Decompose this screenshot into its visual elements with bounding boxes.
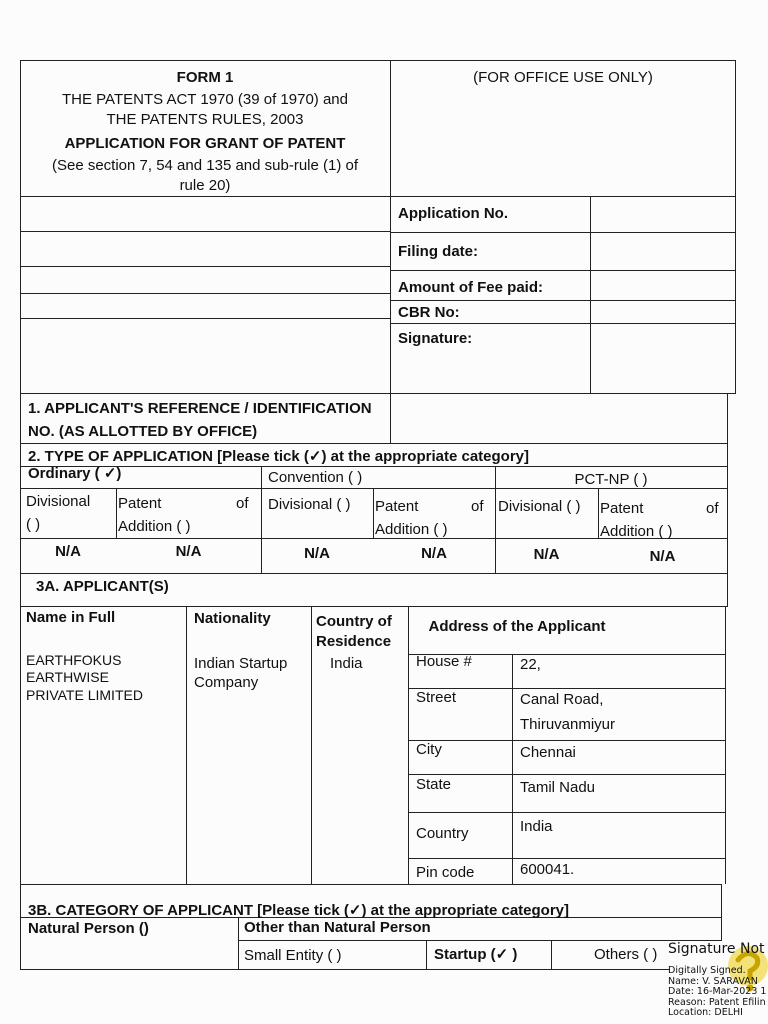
rule: [408, 812, 726, 813]
city-value: Chennai: [520, 744, 576, 761]
signature-line: Reason: Patent Efilin: [668, 996, 766, 1008]
rule: [116, 488, 117, 538]
table-border-left: [20, 60, 21, 969]
applicant-name-line-1: EARTHFOKUS: [26, 652, 122, 668]
convention-addition-label: Addition ( ): [375, 521, 448, 538]
col-name-in-full: Name in Full: [26, 609, 116, 626]
rule: [20, 393, 736, 394]
pct-addition-label: Addition ( ): [600, 523, 673, 540]
pct-divisional-label: Divisional ( ): [498, 498, 581, 515]
section-3b-heading: 3B. CATEGORY OF APPLICANT [Please tick (✓) at the appropriate category]: [28, 902, 570, 919]
rule: [20, 606, 728, 607]
other-than-natural-heading: Other than Natural Person: [244, 919, 431, 936]
rule: [186, 606, 187, 884]
rule: [20, 573, 728, 574]
rule: [590, 196, 591, 393]
rule: [20, 443, 728, 444]
ordinary-addition-label: Addition ( ): [118, 518, 191, 535]
see-line-2: rule 20): [179, 177, 231, 194]
state-value: Tamil Nadu: [520, 779, 596, 796]
country-value: India: [520, 818, 553, 835]
convention-divisional-label: Divisional ( ): [268, 496, 351, 513]
rule: [408, 740, 726, 741]
col-nationality: Nationality: [194, 610, 271, 627]
rule: [390, 232, 736, 233]
ordinary-divisional-label: Divisional: [26, 493, 91, 510]
signature-label: Signature:: [398, 330, 473, 347]
pin-code-label: Pin code: [416, 864, 475, 881]
rule: [727, 393, 728, 606]
application-no-label: Application No.: [398, 205, 508, 222]
applicant-nationality-line-1: Indian Startup: [194, 655, 288, 672]
ordinary-option: Ordinary ( ✓): [28, 465, 122, 482]
na-value: N/A: [55, 543, 81, 560]
rule: [408, 774, 726, 775]
rule: [426, 940, 427, 969]
rule: [20, 231, 390, 232]
rule: [373, 488, 374, 538]
col-address: Address of the Applicant: [428, 618, 606, 635]
rule: [20, 293, 390, 294]
rule: [20, 466, 728, 467]
signature-line: Name: V. SARAVAN: [668, 975, 758, 987]
rule: [551, 940, 552, 969]
others-option: Others ( ): [594, 946, 658, 963]
signature-details: [668, 966, 766, 1019]
pct-np-option: PCT-NP ( ): [574, 471, 648, 488]
applicant-residence: India: [330, 655, 363, 672]
rule: [512, 654, 513, 884]
fee-paid-label: Amount of Fee paid:: [398, 279, 543, 296]
rule: [238, 940, 722, 941]
signature-line: Location: DELHI: [668, 1007, 743, 1018]
rule: [20, 196, 736, 197]
rule: [20, 266, 390, 267]
col-country-of: Country of: [316, 613, 392, 630]
startup-option: Startup (✓ ): [434, 946, 518, 963]
na-value: N/A: [304, 545, 330, 562]
small-entity-option: Small Entity ( ): [244, 947, 342, 964]
na-value: N/A: [421, 545, 447, 562]
rule: [238, 917, 239, 969]
act-line: THE PATENTS ACT 1970 (39 of 1970) and: [62, 91, 348, 108]
rule: [311, 606, 312, 884]
signature-status: Signature Not: [668, 941, 765, 957]
cbr-no-label: CBR No:: [398, 304, 460, 321]
ordinary-patent-label: Patent: [118, 495, 162, 512]
convention-patent-label: Patent: [375, 498, 419, 515]
table-border-top: [20, 60, 736, 61]
see-line-1: (See section 7, 54 and 135 and sub-rule (1) of: [51, 157, 359, 174]
na-value: N/A: [175, 543, 202, 560]
pct-patent-label: Patent: [600, 500, 644, 517]
applicant-name-line-2: EARTHWISE: [26, 669, 109, 685]
section-3a-heading: 3A. APPLICANT(S): [36, 578, 169, 595]
section-1-heading: 1. APPLICANT'S REFERENCE / IDENTIFICATION: [28, 400, 372, 417]
ordinary-divisional-tick: ( ): [26, 516, 41, 533]
rule: [20, 318, 390, 319]
convention-of-label: of: [471, 498, 484, 515]
form-number: FORM 1: [176, 69, 234, 86]
street-label: Street: [416, 689, 457, 706]
table-border-right: [735, 60, 736, 393]
office-use-label: (FOR OFFICE USE ONLY): [473, 69, 653, 86]
street-value-1: Canal Road,: [520, 691, 604, 708]
house-label: House #: [416, 653, 472, 670]
pct-of-label: of: [706, 500, 719, 517]
form-title: APPLICATION FOR GRANT OF PATENT: [64, 135, 346, 152]
section-1-heading-cont: NO. (AS ALLOTTED BY OFFICE): [28, 423, 258, 440]
pin-code-value: 600041.: [520, 861, 575, 878]
rule: [390, 300, 736, 301]
natural-person-option: Natural Person (): [28, 920, 149, 937]
table-border-bottom: [20, 969, 670, 970]
state-label: State: [416, 776, 452, 793]
rule: [20, 884, 722, 885]
street-value-2: Thiruvanmiyur: [520, 716, 616, 733]
city-label: City: [416, 741, 442, 758]
convention-option: Convention ( ): [268, 469, 363, 486]
rule: [390, 270, 736, 271]
na-value: N/A: [533, 546, 560, 563]
applicant-name-line-3: PRIVATE LIMITED: [26, 687, 143, 703]
rule: [408, 858, 726, 859]
signature-line: Date: 16-Mar-2023 1: [668, 986, 767, 997]
house-value: 22,: [520, 656, 541, 673]
ordinary-of-label: of: [236, 495, 249, 512]
rule: [598, 488, 599, 538]
signature-line: Digitally Signed.: [668, 965, 746, 976]
na-value: N/A: [649, 548, 676, 565]
rule: [408, 606, 409, 884]
country-label: Country: [416, 825, 469, 842]
rule: [390, 60, 391, 443]
filing-date-label: Filing date:: [398, 243, 478, 260]
rules-line: THE PATENTS RULES, 2003: [106, 111, 304, 128]
col-residence: Residence: [316, 633, 392, 650]
rule: [725, 606, 726, 884]
section-2-heading: 2. TYPE OF APPLICATION [Please tick (✓) at the appropriate category]: [28, 448, 530, 465]
rule: [390, 323, 736, 324]
applicant-nationality-line-2: Company: [194, 674, 259, 691]
rule: [721, 884, 722, 940]
